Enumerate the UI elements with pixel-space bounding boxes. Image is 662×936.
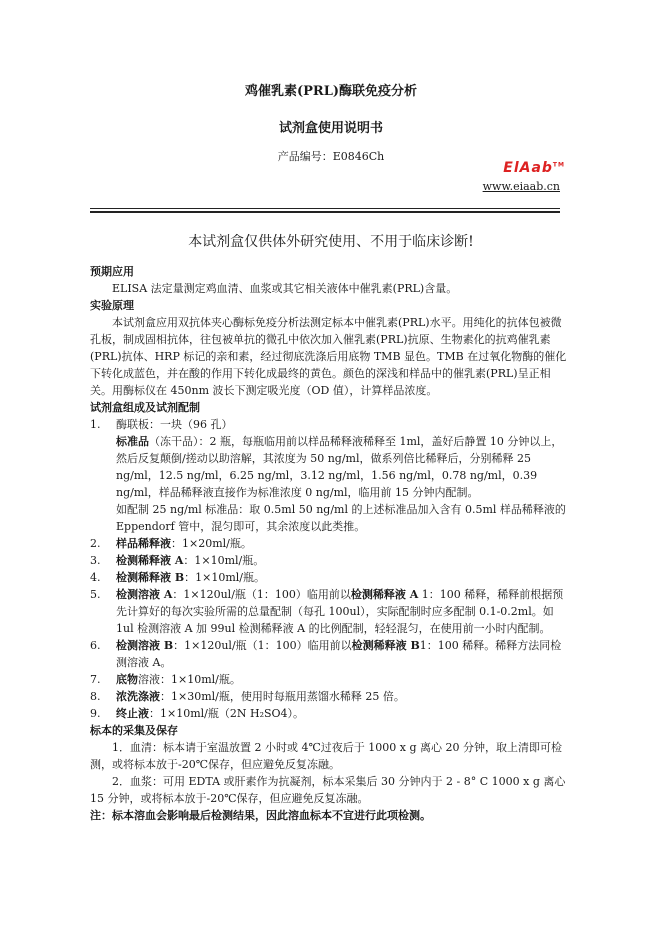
website-link[interactable]: www.eiaab.cn xyxy=(482,180,560,193)
section-heading: 预期应用 xyxy=(90,265,134,278)
paragraph: 2．血浆：可用 EDTA 或肝素作为抗凝剂，标本采集后 30 分钟内于 2 - 8° C 1000 x g 离心 15 分钟，或将标本放于-20℃保存，但应避免反复冻融。 xyxy=(90,775,566,805)
section-heading: 试剂盒组成及试剂配制 xyxy=(90,401,200,414)
list-item: 4. 检测稀释液 B：1×10ml/瓶。 xyxy=(90,571,266,584)
note: 注：标本溶血会影响最后检测结果，因此溶血标本不宜进行此项检测。 xyxy=(90,809,431,822)
product-code: 产品编号：E0846Ch xyxy=(277,150,385,163)
list-item: 5. 检测溶液 A：1×120ul/瓶（1：100）临用前以检测稀释液 A 1：100 稀释，稀释前根据预先计算好的每次实验所需的总量配制（每孔 100ul），实际配制时应多配制 0.1-0.2ml。如 1ul 检测溶液 A 加 99ul 检测稀释液 A 的比例配制，轻轻混匀，在使用前一小时内配制。 xyxy=(90,588,564,635)
section-heading: 实验原理 xyxy=(90,299,134,312)
list-item: 6. 检测溶液 B：1×120ul/瓶（1：100）临用前以检测稀释液 B1：100 稀释。稀释方法同检测溶液 A。 xyxy=(90,639,562,669)
document-subtitle: 试剂盒使用说明书 xyxy=(278,121,383,136)
list-item: 7. 底物溶液：1×10ml/瓶。 xyxy=(90,673,241,686)
standard-description: 标准品（冻干品）：2 瓶，每瓶临用前以样品稀释液稀释至 1ml，盖好后静置 10 分钟以上，然后反复颠倒/搓动以助溶解，其浓度为 50 ng/ml，做系列倍比稀释后，分别稀释 25 ng/ml，12.5 ng/ml，6.25 ng/ml，3.12 ng/ml，1.56 ng/ml，0.78 ng/ml，0.39 ng/ml，样品稀释液直接作为标准浓度 0 ng/ml，临用前 15 分钟内配制。 xyxy=(116,435,563,499)
paragraph: ELISA 法定量测定鸡血清、血浆或其它相关液体中催乳素(PRL)含量。 xyxy=(112,282,458,295)
list-item: 9. 终止液：1×10ml/瓶（2N H₂SO4）。 xyxy=(90,707,305,720)
standard-example: 如配制 25 ng/ml 标准品：取 0.5ml 50 ng/ml 的上述标准品加入含有 0.5ml 样品稀释液的 Eppendorf 管中，混匀即可，其余浓度以此类推。 xyxy=(116,503,566,533)
list-item: 1. 酶联板：一块（96 孔） xyxy=(90,418,233,431)
document-body xyxy=(90,263,572,824)
divider-top xyxy=(90,208,560,209)
paragraph: 1．血清：标本请于室温放置 2 小时或 4℃过夜后于 1000 x g 离心 20 分钟，取上清即可检测，或将标本放于-20℃保存，但应避免反复冻融。 xyxy=(90,741,563,771)
section-heading: 标本的采集及保存 xyxy=(90,724,178,737)
list-item: 8. 浓洗涤液：1×30ml/瓶，使用时每瓶用蒸馏水稀释 25 倍。 xyxy=(90,690,405,703)
paragraph: 本试剂盒应用双抗体夹心酶标免疫分析法测定标本中催乳素(PRL)水平。用纯化的抗体包被微孔板，制成固相抗体，往包被单抗的微孔中依次加入催乳素(PRL)抗原、生物素化的抗鸡催乳素(PRL)抗体、HRP 标记的亲和素，经过彻底洗涤后用底物 TMB 显色。TMB 在过氧化物酶的催化下转化成蓝色，并在酸的作用下转化成最终的黄色。颜色的深浅和样品中的催乳素(PRL)呈正相关。用酶标仪在 450nm 波长下测定吸光度（OD 值），计算样品浓度。 xyxy=(90,316,567,397)
brand-logo: ElAab™ xyxy=(503,160,565,176)
usage-notice: 本试剂盒仅供体外研究使用、不用于临床诊断! xyxy=(188,234,474,250)
divider-bottom xyxy=(90,211,560,213)
document-title: 鸡催乳素(PRL)酶联免疫分析 xyxy=(244,84,418,99)
list-item: 2. 样品稀释液：1×20ml/瓶。 xyxy=(90,537,252,550)
list-item: 3. 检测稀释液 A：1×10ml/瓶。 xyxy=(90,554,265,567)
